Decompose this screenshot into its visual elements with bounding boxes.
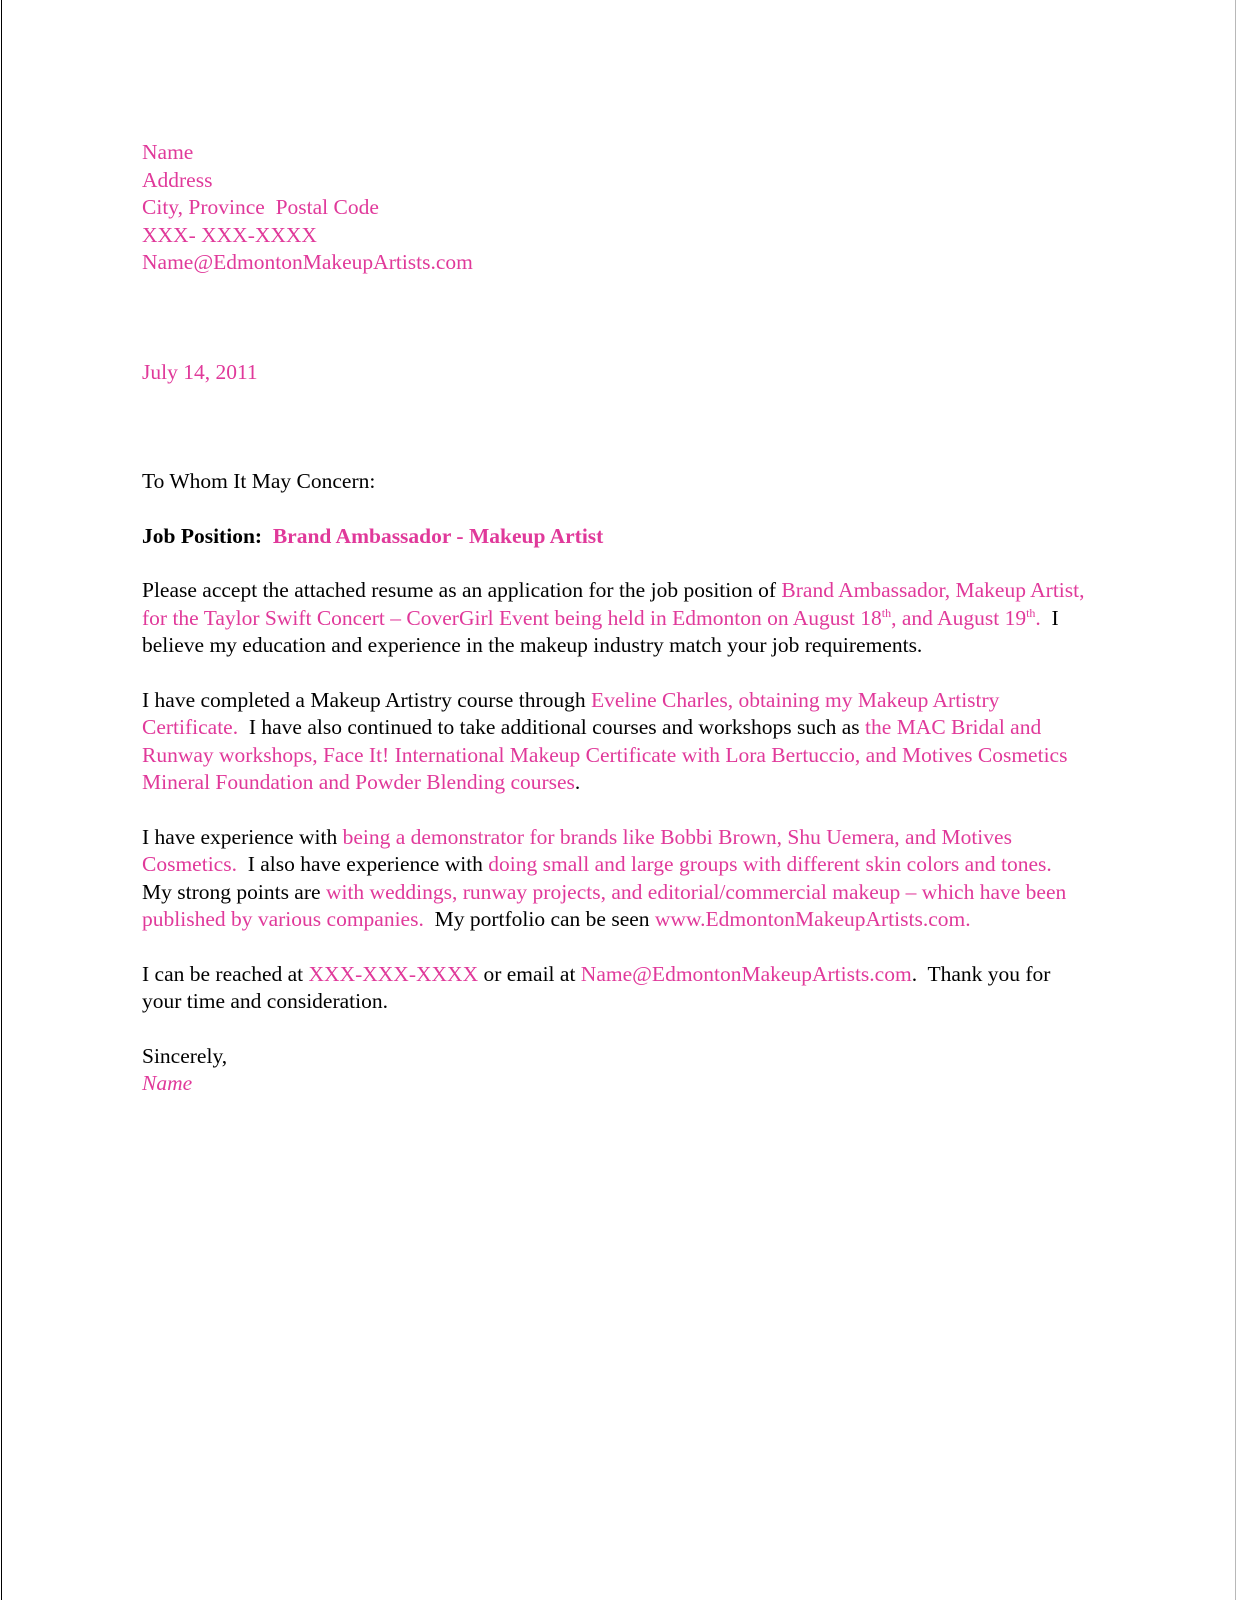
salutation: To Whom It May Concern: xyxy=(142,469,376,493)
page-edge-left xyxy=(1,0,2,1600)
signature-name: Name xyxy=(142,1071,193,1095)
p3-highlight-3: with weddings, runway projects, and editorial/commercial makeup – which have been published by various companies. xyxy=(142,879,1072,931)
p2-highlight-2: the MAC Bridal and Runway workshops, Face It! International Makeup Certificate with Lora Bertuccio, and Motives Cosmetics Mineral Foundation and Powder Blending courses xyxy=(142,715,1073,794)
sender-block xyxy=(142,139,1087,277)
paragraph-experience xyxy=(142,824,1087,934)
cover-letter xyxy=(142,139,1090,1098)
paragraph-application xyxy=(142,577,1090,660)
sender-city-line: City, Province Postal Code xyxy=(142,195,379,219)
p4-text-3: . Thank you for your time and consideration. xyxy=(142,961,1056,1013)
p4-text-2: or email at xyxy=(478,961,581,986)
p1-text: Please accept the attached resume as an application for the job position of xyxy=(142,578,782,602)
p1-highlight: Brand Ambassador, Makeup Artist, for the Taylor Swift Concert – CoverGirl Event being held in Edmonton on August 18 xyxy=(142,578,1090,630)
sender-phone: XXX- XXX-XXXX xyxy=(142,222,317,247)
paragraph-education xyxy=(142,687,1087,797)
p1-text-2: I believe my education and experience in the makeup industry match your job requirements. xyxy=(142,605,1065,657)
p1-highlight-2: , and August 19 xyxy=(891,605,1027,630)
p1-highlight-3: . xyxy=(1035,605,1041,630)
paragraph-contact xyxy=(142,961,1087,1016)
p3-highlight: being a demonstrator for brands like Bobbi Brown, Shu Uemera, and Motives Cosmetics. xyxy=(142,824,1018,876)
contact-phone: XXX-XXX-XXXX xyxy=(308,961,479,986)
p3-text: I have experience with xyxy=(142,824,343,849)
job-position-value: Brand Ambassador - Makeup Artist xyxy=(272,523,604,548)
p3-text-3: My strong points are xyxy=(142,852,1063,904)
p4-text: I can be reached at xyxy=(142,961,309,986)
sender-address: Address xyxy=(142,167,213,192)
contact-email-link[interactable]: Name@EdmontonMakeupArtists.com xyxy=(580,961,912,986)
closing-block xyxy=(142,1043,1087,1098)
p3-text-4: My portfolio can be seen xyxy=(423,907,655,931)
job-position-label: Job Position: xyxy=(142,523,263,548)
p2-highlight: Eveline Charles, obtaining my Makeup Artistry Certificate. xyxy=(142,687,1005,739)
valediction: Sincerely, xyxy=(142,1043,228,1068)
sender-name: Name xyxy=(142,140,194,164)
p3-text-2: I also have experience with xyxy=(236,852,489,876)
p2-text: I have completed a Makeup Artistry course through xyxy=(142,687,591,712)
p2-text-2: I have also continued to take additional courses and workshops such as xyxy=(238,715,866,739)
p3-highlight-2: doing small and large groups with different skin colors and tones. xyxy=(488,852,1052,876)
sender-email: Name@EdmontonMakeupArtists.com xyxy=(142,250,473,274)
portfolio-link[interactable]: www.EdmontonMakeupArtists.com. xyxy=(654,907,971,931)
p1-sup-2: th xyxy=(1026,605,1036,620)
job-position-line xyxy=(142,523,1087,551)
letter-date: July 14, 2011 xyxy=(142,359,258,384)
p1-sup-1: th xyxy=(881,605,892,620)
p2-text-3: . xyxy=(574,770,581,794)
